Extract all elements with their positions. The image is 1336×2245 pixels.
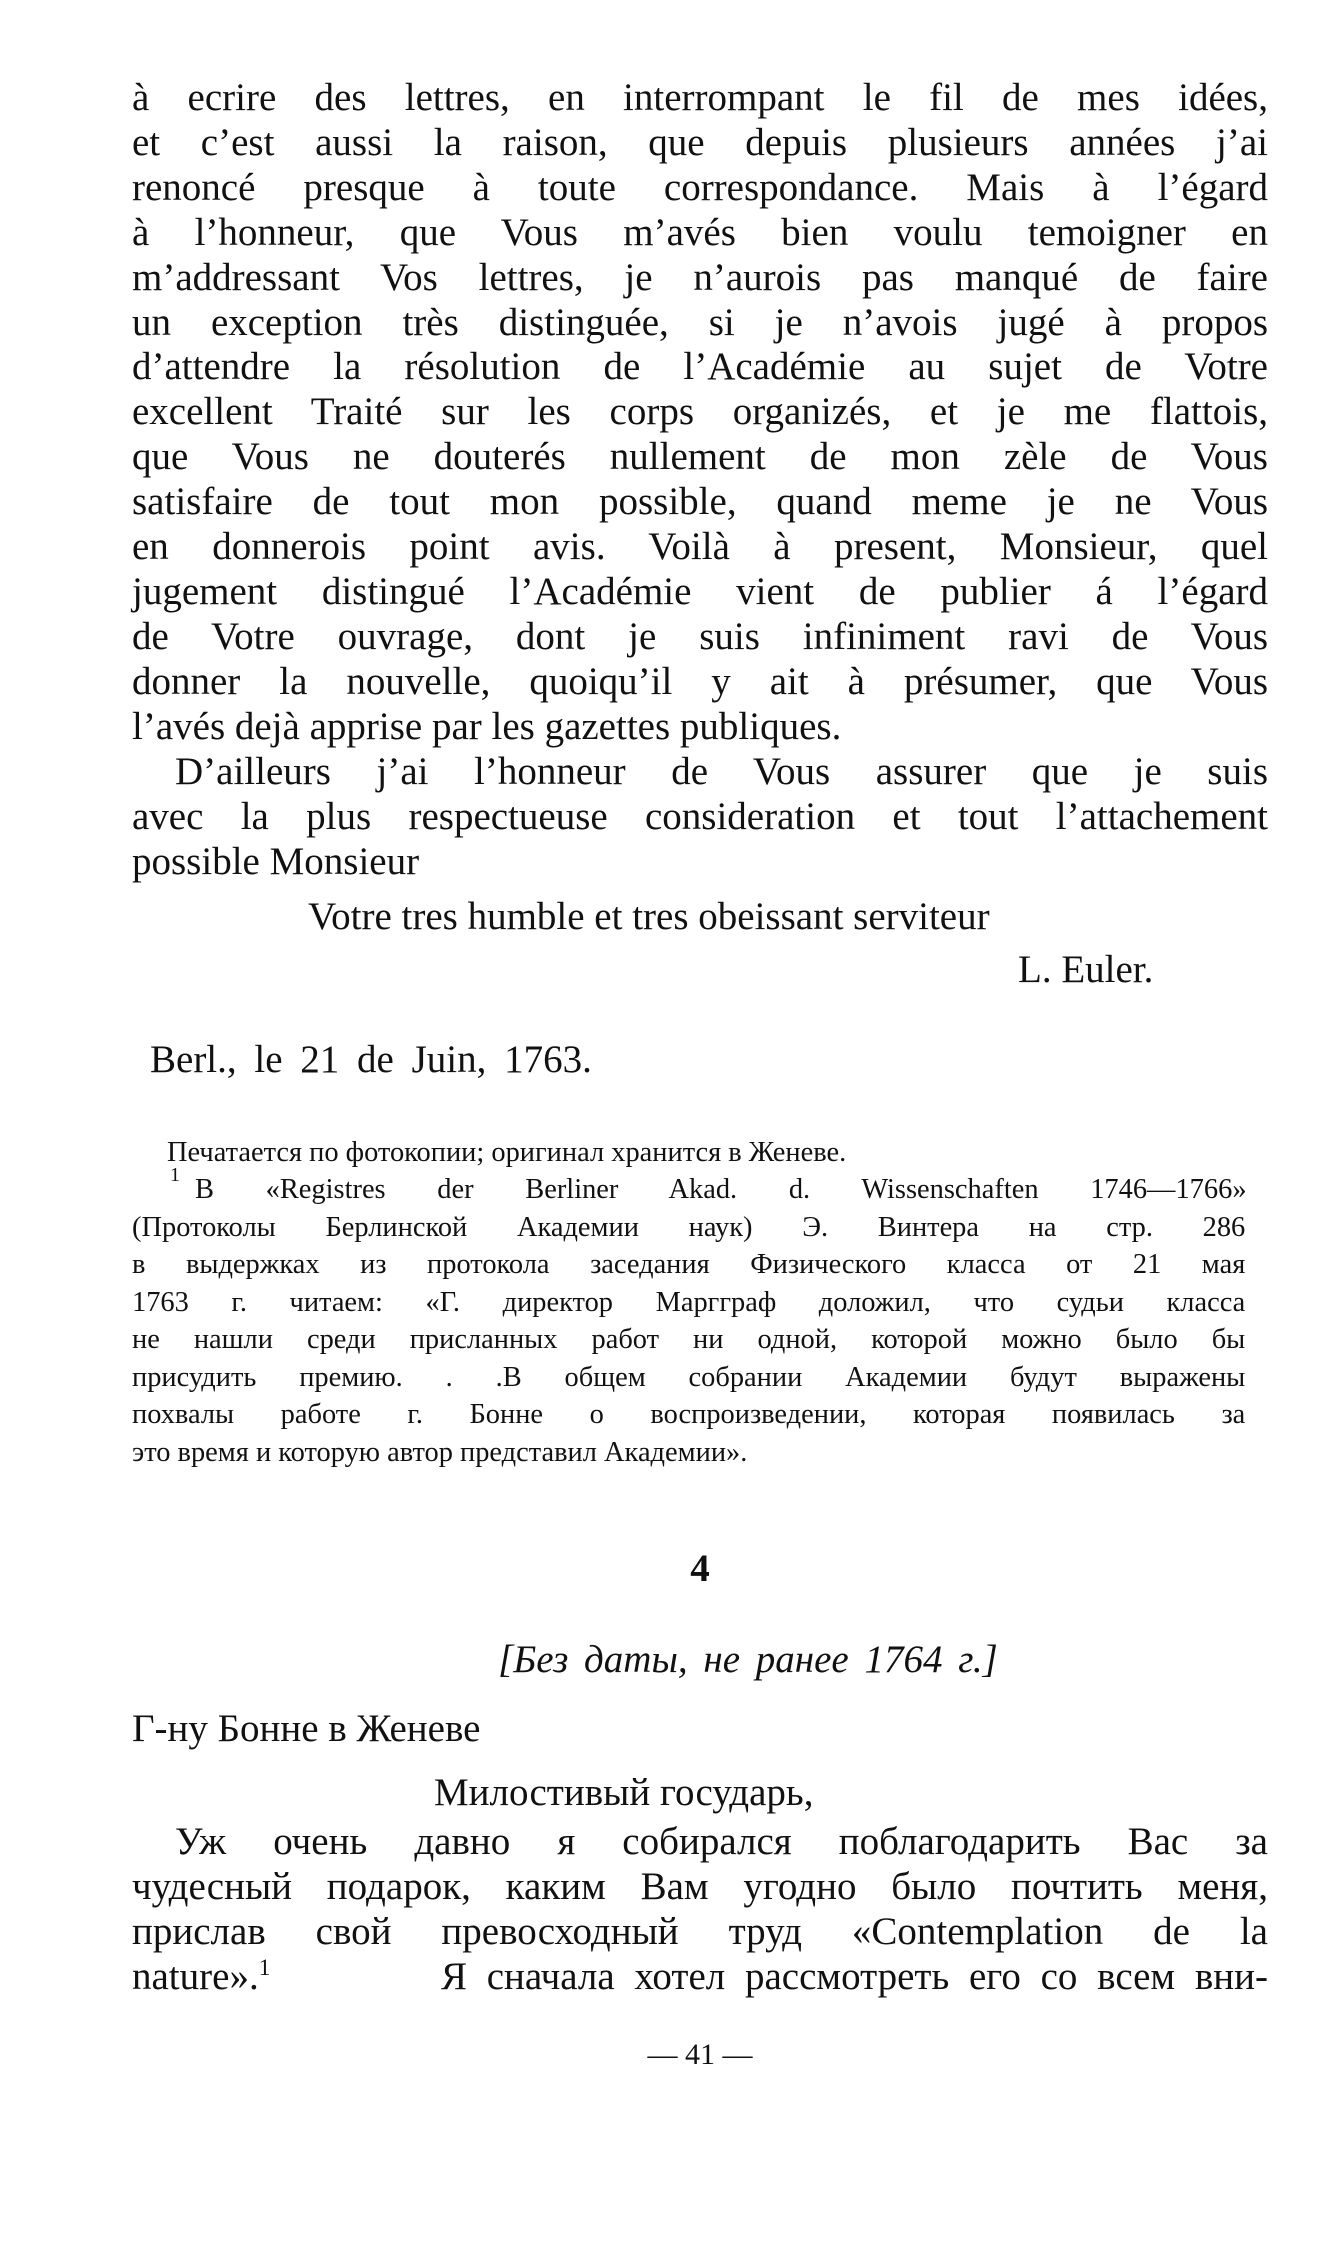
- text: nature».: [132, 1955, 259, 1998]
- text-line: m’addressant Vos lettres, je n’aurois pas manqué de faire: [132, 255, 1268, 299]
- letter-dating: [Без даты, не ранее 1764 г.]: [498, 1638, 998, 1681]
- footnote-line: В «Registres der Berliner Akad. d. Wissenschaften 1746—1766»: [195, 1173, 1247, 1205]
- text-line: possible Monsieur: [132, 840, 420, 883]
- footnote-line: 1763 г. читаем: «Г. директор Маргграф доложил, что судьи класса: [132, 1285, 1246, 1318]
- footnote-line: похвалы работе г. Бонне о воспроизведении, которая появилась за: [132, 1398, 1246, 1430]
- body-line: чудесный подарок, каким Вам угодно было почтить меня,: [132, 1865, 1268, 1908]
- text-line: avec la plus respectueuse consideration et tout l’attachement: [132, 795, 1268, 838]
- text-line: jugement distingué l’Académie vient de publier á l’égard: [132, 569, 1268, 613]
- footnote-line: не нашли среди присланных работ ни одной, которой можно было бы: [132, 1323, 1246, 1355]
- page-number: — 41 —: [647, 2038, 753, 2071]
- body-line: [132, 1954, 1268, 2000]
- text-line: de Votre ouvrage, dont je suis infiniment ravi de Vous: [132, 614, 1268, 658]
- signature: L. Euler.: [1018, 948, 1154, 991]
- addressee: Г-ну Бонне в Женеве: [132, 1707, 481, 1750]
- salutation: Милостивый государь,: [434, 1771, 814, 1814]
- text-line: que Vous ne douterés nullement de mon zèle de Vous: [132, 435, 1268, 479]
- text-line: en donnerois point avis. Voilà à present, Monsieur, quel: [132, 525, 1268, 568]
- footnote-line: (Протоколы Берлинской Академии наук) Э. Винтера на стр. 286: [132, 1210, 1246, 1243]
- text-line: donner la nouvelle, quoiqu’il y ait à présumer, que Vous: [132, 659, 1268, 703]
- footnote-line: это время и которую автор представил Академии».: [132, 1435, 748, 1468]
- text-line: satisfaire de tout mon possible, quand meme je ne Vous: [132, 480, 1268, 524]
- body-line: Уж очень давно я собирался поблагодарить Вас за: [175, 1820, 1268, 1863]
- closing-formula: Votre tres humble et tres obeissant serviteur: [308, 895, 990, 938]
- footnote-line: в выдержках из протокола заседания Физического класса от 21 мая: [132, 1248, 1246, 1280]
- footnote-ref: 1: [258, 1955, 271, 1981]
- text-line: à ecrire des lettres, en interrompant le fil de mes idées,: [132, 76, 1268, 119]
- text-line: l’avés dejà apprise par les gazettes publiques.: [132, 704, 842, 748]
- text-line: excellent Traité sur les corps organizés, et je me flattois,: [132, 390, 1268, 434]
- text-line: D’ailleurs j’ai l’honneur de Vous assurer que je suis: [175, 750, 1268, 793]
- text-line: à l’honneur, que Vous m’avés bien voulu temoigner en: [132, 210, 1268, 254]
- footnote-line: присудить премию. . .В общем собрании Академии будут выражены: [132, 1360, 1246, 1393]
- text-line: un exception très distinguée, si je n’avois jugé à propos: [132, 300, 1268, 344]
- date-place: Berl., le 21 de Juin, 1763.: [150, 1038, 592, 1081]
- letter-number: 4: [690, 1547, 710, 1590]
- body-line: прислав свой превосходный труд «Contemplation de la: [132, 1910, 1268, 1953]
- source-note: Печатается по фотокопии; оригинал хранится в Женеве.: [167, 1136, 847, 1168]
- text-line: d’attendre la résolution de l’Académie au sujet de Votre: [132, 345, 1268, 389]
- body-line-start: [132, 1954, 270, 2000]
- body-line-end: Я сначала хотел рассмотреть его со всем вни-: [440, 1955, 1268, 1998]
- text-line: renoncé presque à toute correspondance. Mais à l’égard: [132, 165, 1268, 209]
- text-line: et c’est aussi la raison, que depuis plusieurs années j’ai: [132, 120, 1268, 164]
